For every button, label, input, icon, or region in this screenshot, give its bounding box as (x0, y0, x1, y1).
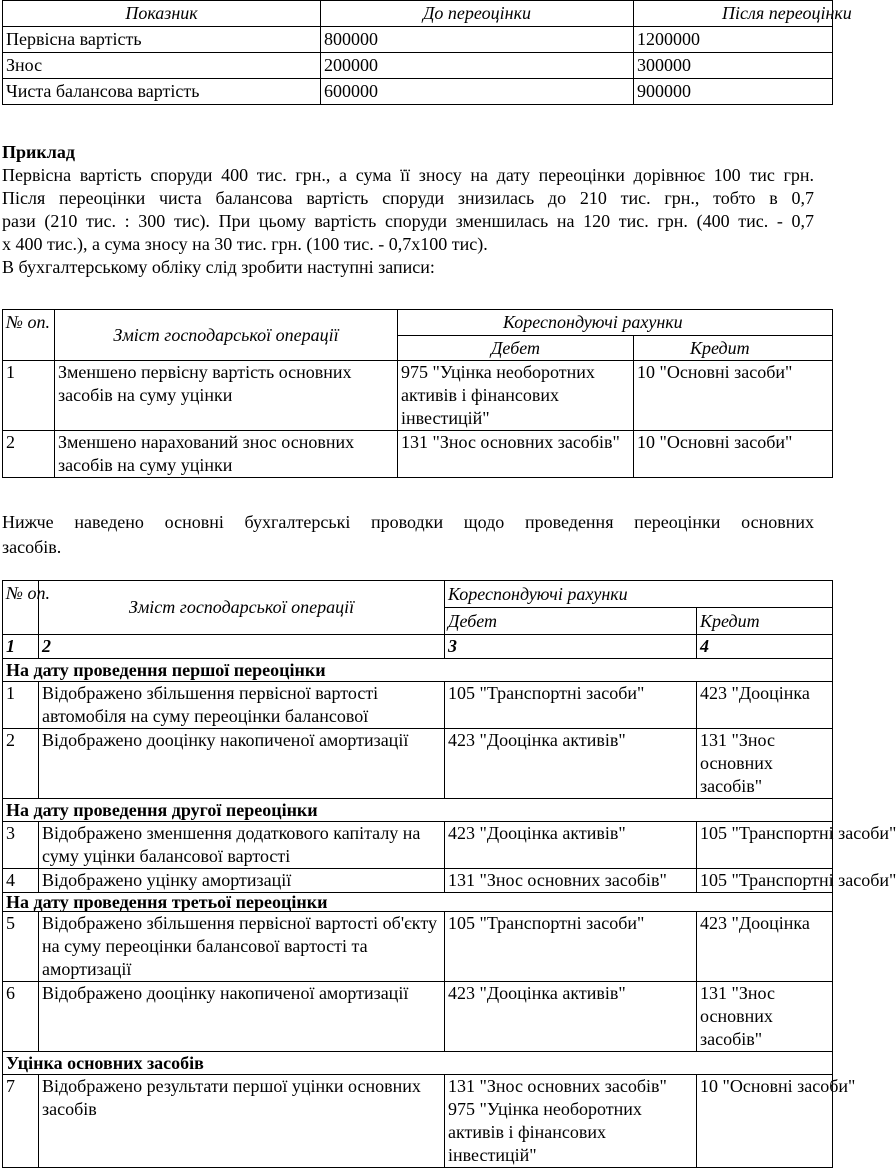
column-header-content: Зміст господарської операції (39, 581, 445, 635)
column-header-accounts: Кореспондуючі рахунки (398, 310, 833, 336)
table-cell: 131 "Знос основних засобів" 975 "Уцінка необоротних активів і фінансових інвестицій" (445, 1075, 697, 1168)
table-cell: 10 "Основні засоби" (634, 361, 833, 431)
table-cell: Відображено дооцінку накопиченої амортизації (39, 982, 445, 1052)
table-cell: 3 (3, 822, 39, 869)
table-cell: 105 "Транспортні засоби" (697, 869, 833, 893)
table-cell: 10 "Основні засоби" (697, 1075, 833, 1168)
table-row (3, 361, 833, 431)
table-cell: 423 "Дооцінка активів" (445, 822, 697, 869)
table-cell: 5 (3, 912, 39, 982)
column-number: 2 (39, 635, 445, 659)
table-row (3, 912, 833, 982)
table-cell: 105 "Транспортні засоби" (697, 822, 833, 869)
table-cell: Відображено збільшення первісної вартості автомобіля на суму переоцінки балансової (39, 682, 445, 729)
table-row (3, 27, 833, 53)
entries-table (2, 309, 833, 478)
table-cell: Відображено збільшення первісної вартості об'єкту на суму переоцінки балансової вартості та амортизації (39, 912, 445, 982)
table-cell: Первісна вартість (3, 27, 321, 53)
table-header-row (3, 581, 833, 608)
table-cell: 1 (3, 682, 39, 729)
table-cell: 105 "Транспортні засоби" (445, 912, 697, 982)
column-header: Після переоцінки (634, 1, 833, 27)
table-cell: Зменшено первісну вартість основних засобів на суму уцінки (55, 361, 398, 431)
table-cell: Відображено дооцінку накопиченої амортизації (39, 729, 445, 799)
section-row (3, 1052, 833, 1075)
table-row (3, 869, 833, 893)
table-cell: 10 "Основні засоби" (634, 431, 833, 478)
table-cell: 423 "Дооцінка активів" (445, 729, 697, 799)
column-number: 4 (697, 635, 833, 659)
table-cell: 4 (3, 869, 39, 893)
table-cell: 975 "Уцінка необоротних активів і фінансових інвестицій" (398, 361, 634, 431)
column-header-accounts: Кореспондуючі рахунки (445, 581, 833, 608)
section-title: На дату проведення першої переоцінки (3, 659, 833, 682)
table-cell: Зменшено нарахований знос основних засобів на суму уцінки (55, 431, 398, 478)
table-cell: 2 (3, 729, 39, 799)
table-cell: Знос (3, 53, 321, 79)
intro-text (2, 510, 814, 560)
section-row (3, 659, 833, 682)
section-row (3, 893, 833, 912)
text-line: Первісна вартість споруди 400 тис. грн., а сума її зносу на дату переоцінки дорівнює 100 тис грн. (2, 165, 814, 185)
section-title: На дату проведення другої переоцінки (3, 799, 833, 822)
table-row (3, 79, 833, 105)
revaluation-summary-table (2, 0, 852, 105)
table-cell: 423 "Дооцінка (697, 682, 833, 729)
table-cell: 6 (3, 982, 39, 1052)
column-number: 3 (445, 635, 697, 659)
table-cell: Відображено уцінку амортизації (39, 869, 445, 893)
column-header-debit: Дебет (445, 608, 697, 635)
column-header-credit: Кредит (634, 336, 833, 361)
table-cell: Відображено результати першої уцінки основних засобів (39, 1075, 445, 1168)
column-number-row (3, 635, 833, 659)
column-header: Показник (3, 1, 321, 27)
table-cell: 1200000 (634, 27, 833, 53)
text-line: В бухгалтерському обліку слід зробити наступні записи: (2, 257, 435, 277)
revaluation-entries-table (2, 580, 896, 1168)
table-cell: 105 "Транспортні засоби" (445, 682, 697, 729)
section-title: Уцінка основних засобів (3, 1052, 833, 1075)
table-row (3, 53, 833, 79)
table-cell: 200000 (321, 53, 634, 79)
section-title: На дату проведення третьої переоцінки (3, 893, 833, 912)
table-cell: 2 (3, 431, 55, 478)
table-row (3, 982, 833, 1052)
text-line: Після переоцінки чиста балансова вартість споруди знизилась до 210 тис. грн., тобто в 0,7 (2, 188, 814, 208)
column-header-content: Зміст господарської операції (55, 310, 398, 361)
example-heading: Приклад (2, 142, 75, 162)
table-cell: 131 "Знос основних засобів" (398, 431, 634, 478)
column-number: 1 (3, 635, 39, 659)
table-cell: 131 "Знос основних засобів" (445, 869, 697, 893)
example-text (2, 141, 814, 279)
table-header-row (3, 1, 833, 27)
table-cell: 131 "Знос основних засобів" (697, 982, 833, 1052)
column-header-credit: Кредит (697, 608, 833, 635)
table-row (3, 729, 833, 799)
text-line: засобів. (2, 537, 62, 557)
text-line: х 400 тис.), а сума зносу на 30 тис. грн. (100 тис. - 0,7х100 тис). (2, 234, 488, 254)
column-header-debit: Дебет (398, 336, 634, 361)
section-row (3, 799, 833, 822)
table-cell: 1 (3, 361, 55, 431)
table-cell: 800000 (321, 27, 634, 53)
text-line: рази (210 тис. : 300 тис). При цьому вартість споруди зменшилась на 120 тис. грн. (400 тис. - 0,7 (2, 211, 814, 231)
table-header-row (3, 310, 833, 336)
table-row (3, 1075, 833, 1168)
table-cell: 423 "Дооцінка активів" (445, 982, 697, 1052)
text-line: Нижче наведено основні бухгалтерські проводки щодо проведення переоцінки основних (2, 512, 814, 532)
table-cell: 300000 (634, 53, 833, 79)
table-cell: Відображено зменшення додаткового капіталу на суму уцінки балансової вартості (39, 822, 445, 869)
table-row (3, 822, 833, 869)
table-cell: 900000 (634, 79, 833, 105)
table-cell: 131 "Знос основних засобів" (697, 729, 833, 799)
table-row (3, 431, 833, 478)
table-cell: Чиста балансова вартість (3, 79, 321, 105)
column-header: До переоцінки (321, 1, 634, 27)
table-cell: 423 "Дооцінка (697, 912, 833, 982)
table-cell: 600000 (321, 79, 634, 105)
column-header-number: № оп. (3, 310, 55, 361)
table-row (3, 682, 833, 729)
table-cell: 7 (3, 1075, 39, 1168)
column-header-number: № оп. (3, 581, 39, 635)
